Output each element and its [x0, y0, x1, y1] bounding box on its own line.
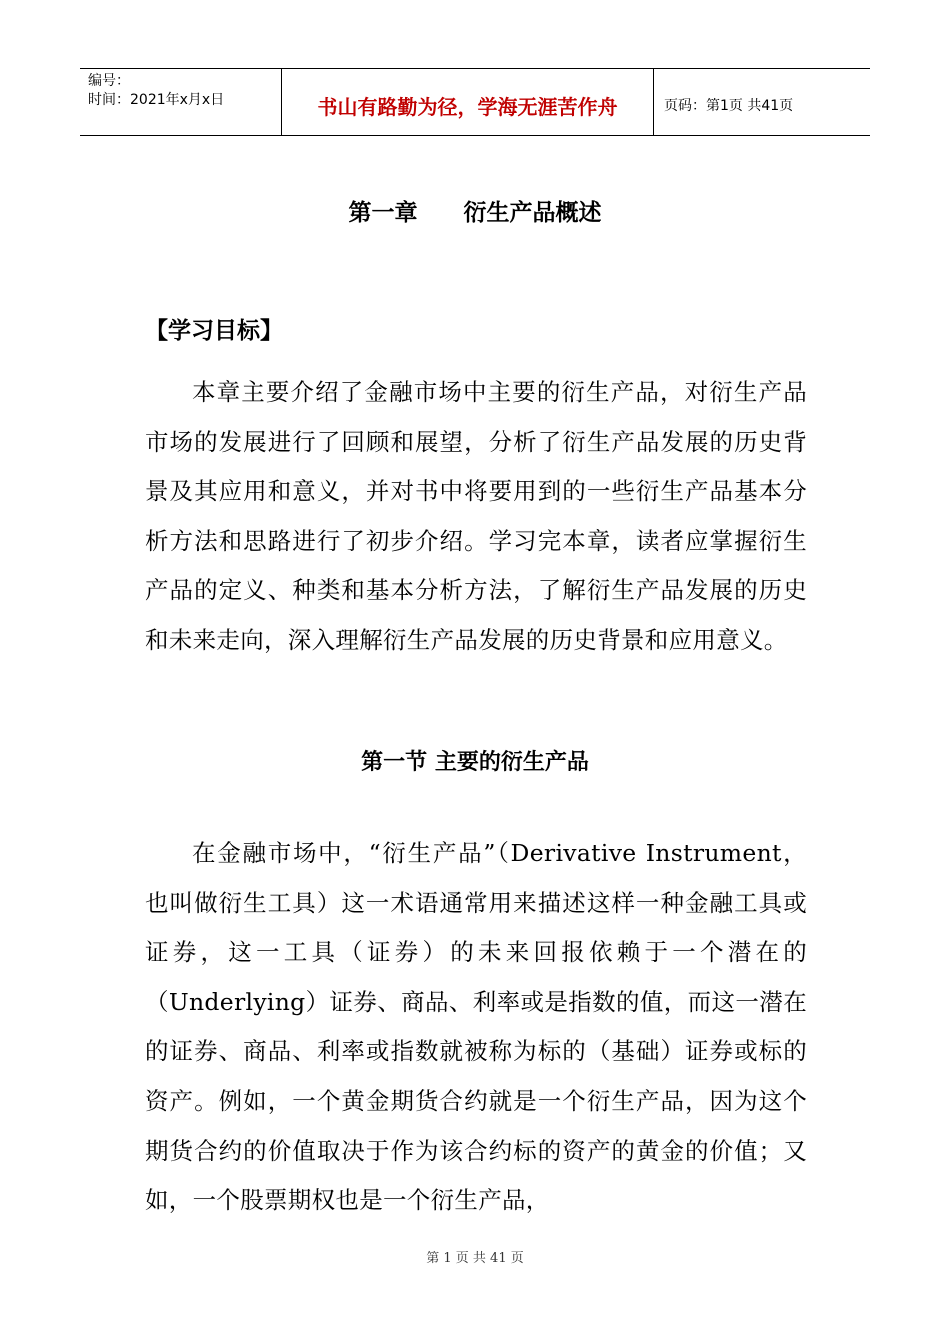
document-header: [80, 68, 870, 136]
page-footer: 第 1 页 共 41 页: [426, 1251, 524, 1266]
number-label: 编号：: [88, 73, 130, 89]
objectives-paragraph: 本章主要介绍了金融市场中主要的衍生产品，对衍生产品市场的发展进行了回顾和展望，分析了衍生产品发展的历史背景及其应用和意义，并对书中将要用到的一些衍生产品基本分析方法和思路进行了初步介绍。学习完本章，读者应掌握衍生产品的定义、种类和基本分析方法，了解衍生产品发展的历史和未来走向，深入理解衍生产品发展的历史背景和应用意义。: [145, 378, 807, 654]
time-label: 时间：2021年x月x日: [88, 92, 225, 108]
objectives-heading: 【学习目标】: [145, 318, 283, 344]
header-motto: 书山有路勤为径，学海无涯苦作舟: [282, 69, 654, 135]
header-meta: [80, 69, 282, 135]
section-paragraph: 在金融市场中，“衍生产品”（Derivative Instrument，也叫做衍生工具）这一术语通常用来描述这样一种金融工具或证券，这一工具（证券）的未来回报依赖于一个潜在的（Underlying）证券、商品、利率或是指数的值，而这一潜在的证券、商品、利率或指数就被称为标的（基础）证券或标的资产。例如，一个黄金期货合约就是一个衍生产品，因为这个期货合约的价值取决于作为该合约标的资产的黄金的价值；又如，一个股票期权也是一个衍生产品，: [145, 839, 807, 1215]
header-page-info: 页码：第1页 共41页: [664, 98, 794, 114]
section-title: 第一节 主要的衍生产品: [361, 750, 589, 775]
chapter-title: 第一章 衍生产品概述: [348, 200, 602, 226]
